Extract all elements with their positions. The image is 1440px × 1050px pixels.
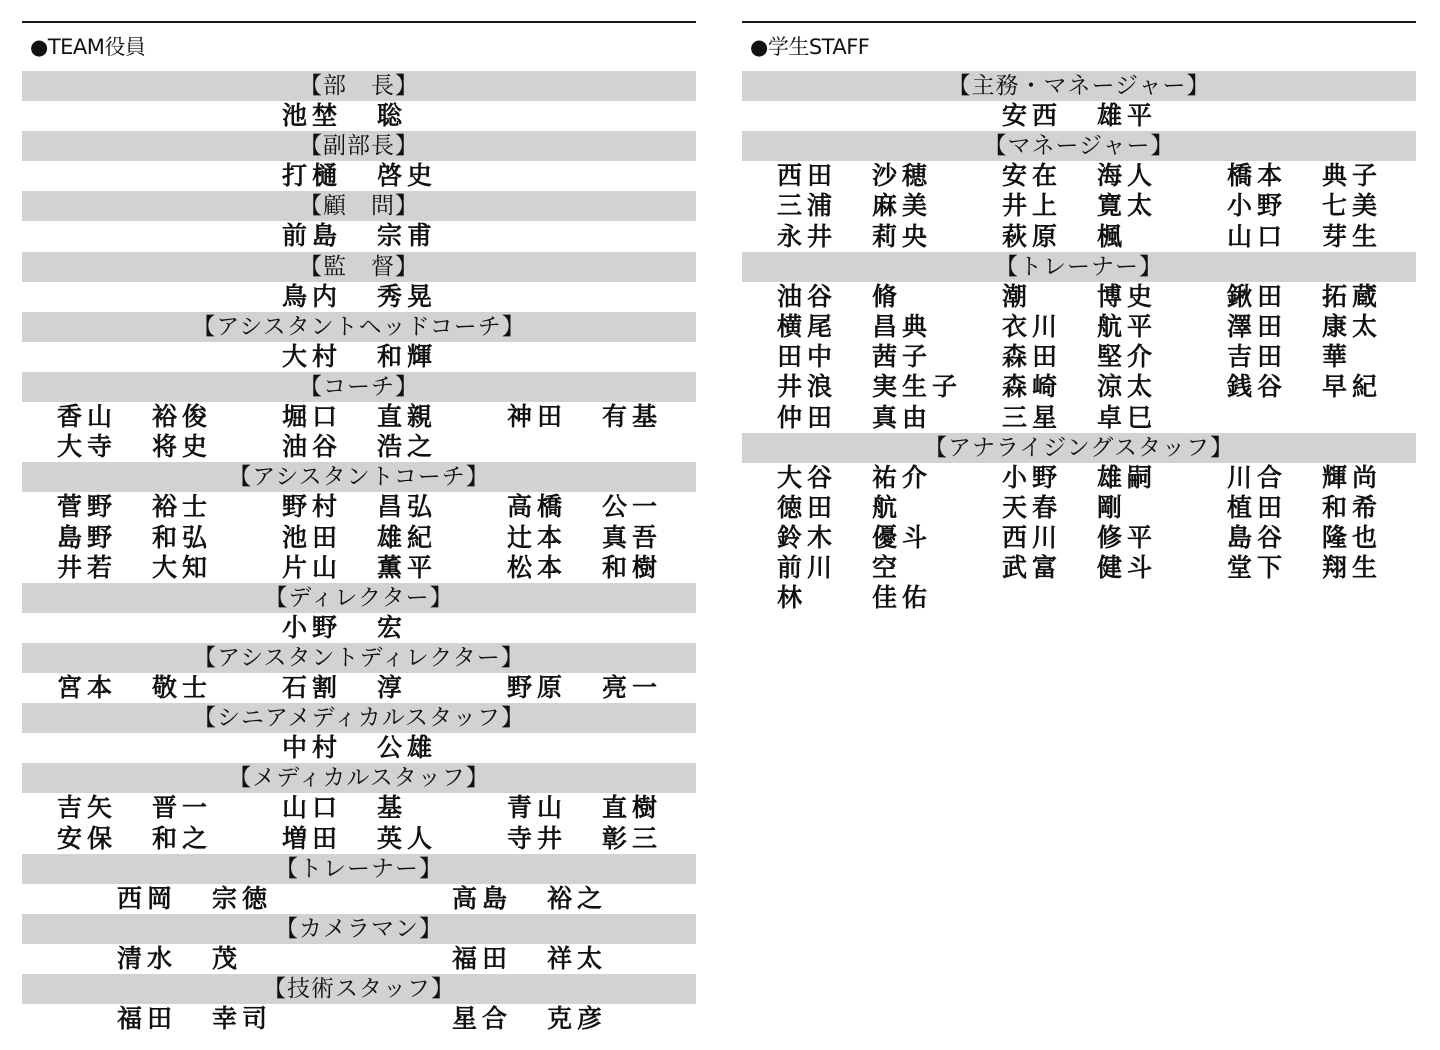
name-row [742, 463, 1416, 493]
person-name: 山口 基 [282, 793, 408, 823]
role-header: 【技術スタッフ】 [22, 974, 696, 1004]
role-header: 【副部長】 [22, 131, 696, 161]
person-name: 鈴木 優斗 [777, 523, 933, 553]
person-name: 小野 七美 [1227, 191, 1383, 221]
name-row [742, 523, 1416, 553]
person-name: 増田 英人 [282, 823, 438, 853]
name-row [742, 342, 1416, 372]
person-name: 山口 芽生 [1227, 221, 1383, 251]
role-header: 【部 長】 [22, 71, 696, 101]
person-name: 池田 雄紀 [282, 522, 438, 552]
person-name: 油谷 浩之 [282, 432, 438, 462]
name-row [22, 1004, 696, 1034]
person-name: 銭谷 早紀 [1227, 372, 1383, 402]
person-name: 安西 雄平 [1002, 101, 1158, 130]
person-name: 鍬田 拓蔵 [1227, 281, 1383, 311]
person-name: 天春 剛 [1002, 492, 1128, 522]
person-name: 小野 雄嗣 [1002, 462, 1158, 492]
name-row [22, 824, 696, 854]
person-name: 大村 和輝 [282, 341, 438, 371]
person-name: 打樋 啓史 [282, 161, 438, 191]
person-name: 高島 裕之 [452, 883, 608, 913]
role-header: 【アシスタントディレクター】 [22, 643, 696, 673]
name-row [22, 553, 696, 583]
person-name: 片山 薫平 [282, 552, 438, 582]
name-row [22, 944, 696, 974]
person-name: 宮本 敬士 [57, 673, 213, 703]
name-row [742, 222, 1416, 252]
name-row [22, 613, 696, 643]
person-name: 池埜 聡 [282, 101, 408, 130]
person-name: 寺井 彰三 [507, 823, 663, 853]
role-header: 【カメラマン】 [22, 914, 696, 944]
person-name: 大寺 将史 [57, 432, 213, 462]
person-name: 三浦 麻美 [777, 191, 933, 221]
name-row [742, 191, 1416, 221]
person-name: 田中 茜子 [777, 342, 933, 372]
person-name: 橋本 典子 [1227, 161, 1383, 191]
person-name: 島谷 隆也 [1227, 523, 1383, 553]
name-row [742, 583, 1416, 613]
person-name: 森崎 涼太 [1002, 372, 1158, 402]
name-row [22, 101, 696, 131]
person-name: 小野 宏 [282, 612, 408, 642]
role-header: 【シニアメディカルスタッフ】 [22, 703, 696, 733]
name-row [22, 161, 696, 191]
person-name: 西川 修平 [1002, 523, 1158, 553]
name-row [22, 673, 696, 703]
person-name: 松本 和樹 [507, 552, 663, 582]
role-header: 【メディカルスタッフ】 [22, 763, 696, 793]
role-header: 【マネージャー】 [742, 131, 1416, 161]
person-name: 萩原 楓 [1002, 221, 1128, 251]
person-name: 澤田 康太 [1227, 311, 1383, 341]
person-name: 三星 卓巳 [1002, 402, 1158, 432]
section-title: ●TEAM役員 [30, 35, 146, 59]
name-row [22, 884, 696, 914]
person-name: 衣川 航平 [1002, 311, 1158, 341]
name-row [742, 282, 1416, 312]
person-name: 中村 公雄 [282, 733, 438, 763]
student-staff-column [742, 0, 1416, 614]
role-header: 【トレーナー】 [22, 854, 696, 884]
name-row [742, 101, 1416, 131]
role-header: 【ディレクター】 [22, 583, 696, 613]
team-officials-column [22, 0, 696, 1034]
person-name: 潮 博史 [1002, 281, 1158, 311]
person-name: 安在 海人 [1002, 161, 1158, 191]
person-name: 森田 堅介 [1002, 342, 1158, 372]
name-row [22, 432, 696, 462]
name-row [22, 793, 696, 823]
person-name: 井上 寛太 [1002, 191, 1158, 221]
name-row [22, 492, 696, 522]
name-row [22, 342, 696, 372]
person-name: 辻本 真吾 [507, 522, 663, 552]
role-header: 【アナライジングスタッフ】 [742, 433, 1416, 463]
person-name: 菅野 裕士 [57, 492, 213, 522]
name-row [742, 403, 1416, 433]
name-row [22, 523, 696, 553]
student-staff-list [742, 71, 1416, 614]
person-name: 前川 空 [777, 553, 903, 583]
name-row [742, 372, 1416, 402]
person-name: 大谷 祐介 [777, 462, 933, 492]
person-name: 徳田 航 [777, 492, 903, 522]
person-name: 井浪 実生子 [777, 372, 963, 402]
person-name: 安保 和之 [57, 823, 213, 853]
person-name: 鳥内 秀晃 [282, 281, 438, 311]
name-row [742, 161, 1416, 191]
person-name: 神田 有基 [507, 401, 663, 431]
person-name: 堀口 直親 [282, 401, 438, 431]
name-row [742, 553, 1416, 583]
person-name: 吉矢 晋一 [57, 793, 213, 823]
person-name: 高橋 公一 [507, 492, 663, 522]
person-name: 西田 沙穂 [777, 161, 933, 191]
person-name: 福田 祥太 [452, 944, 608, 973]
name-row [22, 402, 696, 432]
person-name: 野原 亮一 [507, 673, 663, 703]
person-name: 野村 昌弘 [282, 492, 438, 522]
person-name: 香山 裕俊 [57, 401, 213, 431]
name-row [22, 282, 696, 312]
person-name: 油谷 脩 [777, 281, 903, 311]
role-header: 【コーチ】 [22, 372, 696, 402]
name-row [742, 312, 1416, 342]
person-name: 川合 輝尚 [1227, 462, 1383, 492]
role-header: 【アシスタントコーチ】 [22, 462, 696, 492]
person-name: 武富 健斗 [1002, 553, 1158, 583]
person-name: 西岡 宗徳 [117, 883, 273, 913]
section-title: ●学生STAFF [750, 35, 870, 59]
person-name: 石割 淳 [282, 673, 408, 703]
person-name: 井若 大知 [57, 552, 213, 582]
person-name: 青山 直樹 [507, 793, 663, 823]
role-header: 【主務・マネージャー】 [742, 71, 1416, 101]
person-name: 永井 莉央 [777, 221, 933, 251]
person-name: 植田 和希 [1227, 492, 1383, 522]
person-name: 林 佳佑 [777, 583, 933, 613]
role-header: 【顧 問】 [22, 191, 696, 221]
role-header: 【アシスタントヘッドコーチ】 [22, 312, 696, 342]
person-name: 吉田 華 [1227, 342, 1353, 372]
person-name: 横尾 昌典 [777, 311, 933, 341]
person-name: 清水 茂 [117, 944, 243, 973]
name-row [742, 493, 1416, 523]
role-header: 【トレーナー】 [742, 252, 1416, 282]
person-name: 仲田 真由 [777, 402, 933, 432]
name-row [22, 733, 696, 763]
person-name: 前島 宗甫 [282, 221, 438, 251]
person-name: 星合 克彦 [452, 1004, 608, 1034]
role-header: 【監 督】 [22, 252, 696, 282]
team-officials-list [22, 71, 696, 1034]
person-name: 島野 和弘 [57, 522, 213, 552]
name-row [22, 221, 696, 251]
person-name: 堂下 翔生 [1227, 553, 1383, 583]
person-name: 福田 幸司 [117, 1004, 273, 1034]
